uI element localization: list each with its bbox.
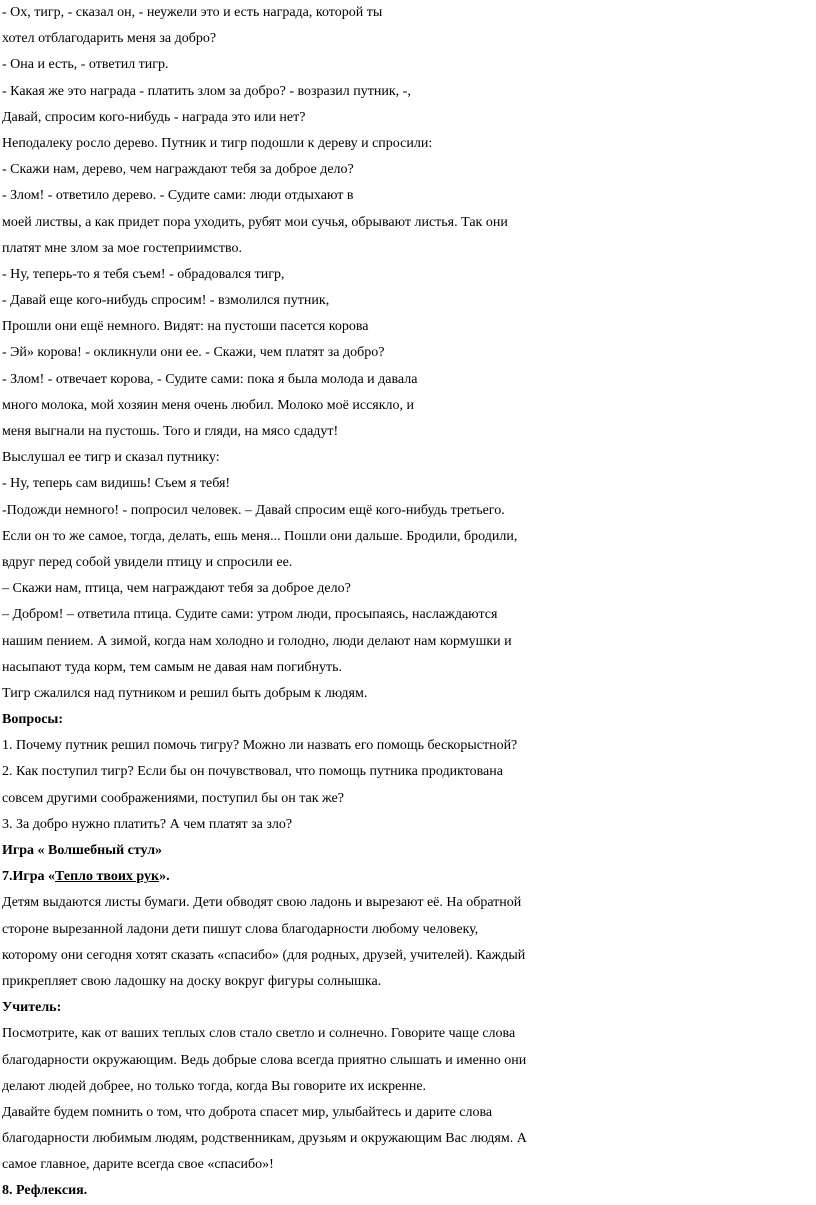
story-line: Давай, спросим кого-нибудь - награда это или нет?: [2, 109, 306, 125]
question-line: 2. Как поступил тигр? Если бы он почувствовал, что помощь путника продиктована: [2, 764, 503, 780]
question-line: 1. Почему путник решил помочь тигру? Можно ли назвать его помощь бескорыстной?: [2, 738, 518, 754]
story-line: Неподалеку росло дерево. Путник и тигр подошли к дереву и спросили:: [2, 135, 433, 151]
story-line: Тигр сжалился над путником и решил быть добрым к людям.: [2, 685, 368, 701]
story-line: Прошли они ещё немного. Видят: на пустоши пасется корова: [2, 319, 369, 335]
teacher-line: самое главное, дарите всегда свое «спасибо»!: [2, 1157, 274, 1173]
teacher-heading: Учитель:: [2, 1000, 62, 1016]
teacher-line: делают людей добрее, но только тогда, когда Вы говорите их искренне.: [2, 1078, 427, 1094]
section-7-line: стороне вырезанной ладони дети пишут слова благодарности любому человеку,: [2, 921, 479, 937]
section-7-heading: [2, 864, 816, 890]
story-line: – Скажи нам, птица, чем награждают тебя за доброе дело?: [2, 581, 351, 597]
section-7: [2, 864, 816, 995]
story-line: Выслушал ее тигр и сказал путнику:: [2, 450, 220, 466]
story-line: - Ну, теперь-то я тебя съем! - обрадовался тигр,: [2, 266, 285, 282]
story-line: насыпают туда корм, тем самым не давая нам погибнуть.: [2, 659, 342, 675]
section-8-heading: 8. Рефлексия.: [2, 1183, 88, 1199]
section-7-line: Детям выдаются листы бумаги. Дети обводят свою ладонь и вырезают её. На обратной: [2, 895, 522, 911]
story-line: - Давай еще кого-нибудь спросим! - взмолился путник,: [2, 293, 330, 309]
questions-section: [2, 707, 816, 838]
section-7-line: которому они сегодня хотят сказать «спасибо» (для родных, друзей, учителей). Каждый: [2, 947, 526, 963]
section-7-line: прикрепляет свою ладошку на доску вокруг фигуры солнышка.: [2, 973, 382, 989]
teacher-line: благодарности любимым людям, родственникам, друзьям и окружающим Вас людям. А: [2, 1131, 527, 1147]
section-7-suffix: ».: [159, 869, 170, 885]
game-heading: Игра « Волшебный стул»: [2, 843, 163, 858]
section-7-prefix: 7.Игра «: [2, 869, 56, 885]
story-line: – Добром! – ответила птица. Судите сами: утром люди, просыпаясь, наслаждаются: [2, 607, 498, 623]
story-line: -Подожди немного! - попросил человек. – Давай спросим ещё кого-нибудь третьего.: [2, 502, 505, 518]
story-line: - Она и есть, - ответил тигр.: [2, 57, 169, 73]
story-line: - Ох, тигр, - сказал он, - неужели это и есть награда, которой ты: [2, 5, 383, 20]
story-line: платят мне злом за мое гостеприимство.: [2, 240, 242, 256]
story-text: [2, 0, 816, 707]
story-line: много молока, мой хозяин меня очень любил. Молоко моё иссякло, и: [2, 397, 415, 413]
story-line: - Ну, теперь сам видишь! Съем я тебя!: [2, 476, 231, 492]
teacher-line: благодарности окружающим. Ведь добрые слова всегда приятно слышать и именно они: [2, 1052, 527, 1068]
teacher-line: Давайте будем помнить о том, что доброта спасет мир, улыбайтесь и дарите слова: [2, 1104, 493, 1120]
story-line: нашим пением. А зимой, когда нам холодно и голодно, люди делают нам кормушки и: [2, 633, 512, 649]
story-line: вдруг перед собой увидели птицу и спросили ее.: [2, 554, 293, 570]
story-line: Если он то же самое, тогда, делать, ешь меня... Пошли они дальше. Бродили, бродили,: [2, 528, 518, 544]
teacher-line: Посмотрите, как от ваших теплых слов стало светло и солнечно. Говорите чаще слова: [2, 1026, 516, 1042]
questions-heading: Вопросы:: [2, 712, 63, 728]
question-line: совсем другими соображениями, поступил бы он так же?: [2, 790, 344, 806]
question-line: 3. За добро нужно платить? А чем платят за зло?: [2, 816, 293, 832]
story-line: - Злом! - отвечает корова, - Судите сами: пока я была молода и давала: [2, 371, 418, 387]
section-7-title: Тепло твоих рук: [55, 869, 160, 885]
story-line: - Скажи нам, дерево, чем награждают тебя за доброе дело?: [2, 162, 354, 178]
story-line: хотел отблагодарить меня за добро?: [2, 31, 217, 47]
story-line: меня выгнали на пустошь. Того и гляди, на мясо сдадут!: [2, 424, 339, 439]
story-line: - Какая же это награда - платить злом за добро? - возразил путник, -,: [2, 83, 411, 99]
story-line: - Эй» корова! - окликнули они ее. - Скажи, чем платят за добро?: [2, 345, 385, 361]
story-line: моей листвы, а как придет пора уходить, рубят мои сучья, обрывают листья. Так они: [2, 214, 508, 230]
story-line: - Злом! - ответило дерево. - Судите сами: люди отдыхают в: [2, 188, 354, 204]
teacher-section: [2, 995, 816, 1178]
